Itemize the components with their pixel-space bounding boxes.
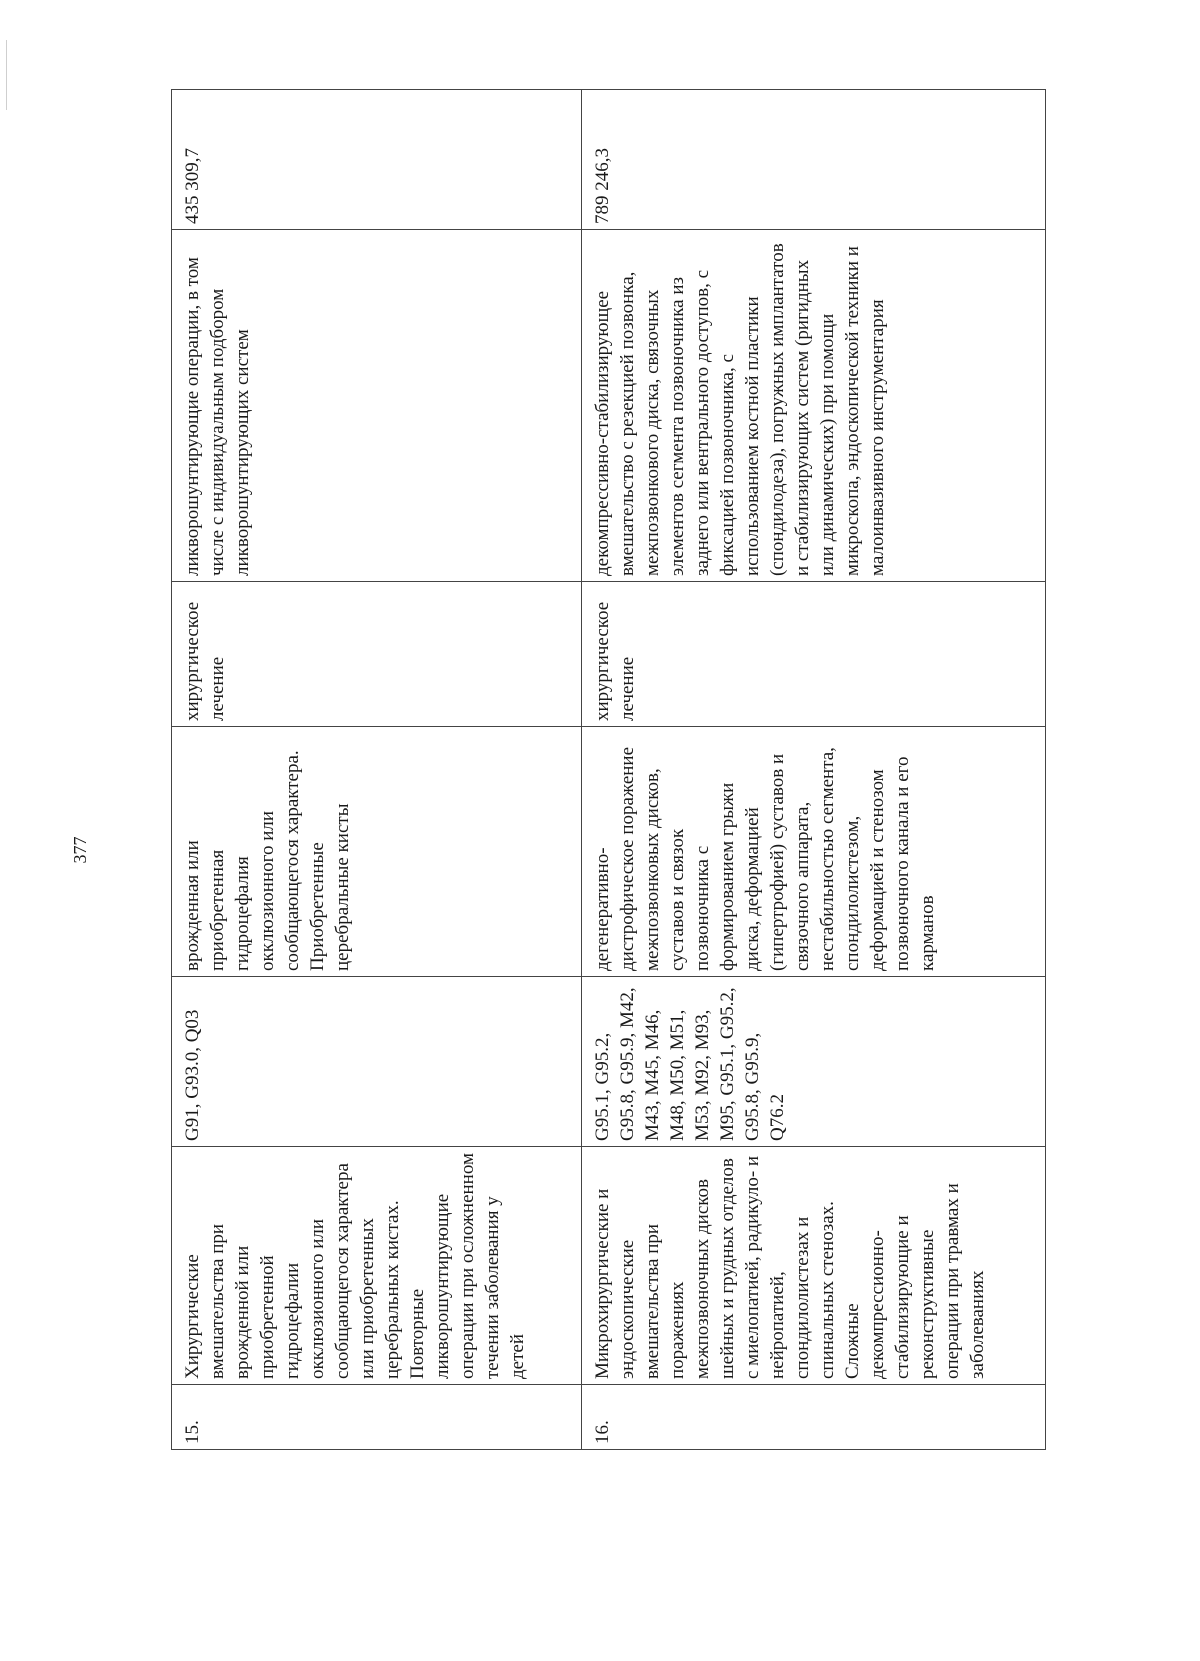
- diagnosis-codes: G95.1, G95.2, G95.8, G95.9, M42, M43, M45, M46, M48, M50, M51, M53, M92, M93, M95, G95.1, G95.2, G95.8, G95.9, Q76.2: [582, 977, 1046, 1147]
- intervention-name: Микрохирургические и эндоскопические вмешательства при поражениях межпозвоночных дисков шейных и грудных отделов с миелопатией, радикуло- и нейропатией, спондилолистезах и спинальных стенозах. Сложные декомпрессионно-стабилизирующие и реконструктивные операции при травмах и заболеваниях: [582, 1147, 1046, 1385]
- row-number: 16.: [582, 1385, 1046, 1450]
- treatment-method: ликворошунтирующие операции, в том числе с индивидуальным подбором ликворошунтирующих систем: [172, 230, 582, 582]
- rotated-table-container: [171, 90, 1045, 1450]
- procedures-table: [171, 89, 1046, 1450]
- treatment-method: декомпрессивно-стабилизирующее вмешательство с резекцией позвонка, межпозвонкового диска, связочных элементов сегмента позвоночника из заднего или вентрального доступов, с фиксацией позвоночника, с использованием костной пластики (спондилодеза), погружных имплантатов и стабилизирующих систем (ригидных или динамических) при помощи микроскопа, эндоскопической техники и малоинвазивного инструментария: [582, 230, 1046, 582]
- diagnosis-codes: G91, G93.0, Q03: [172, 977, 582, 1147]
- table-row: [582, 90, 1046, 1450]
- patient-model: врожденная или приобретенная гидроцефалия окклюзионного или сообщающегося характера. Приобретенные церебральные кисты: [172, 727, 582, 977]
- row-number: 15.: [172, 1385, 582, 1450]
- treatment-type: хирургическое лечение: [172, 582, 582, 727]
- treatment-type: хирургическое лечение: [582, 582, 1046, 727]
- cost-value: 789 246,3: [582, 90, 1046, 230]
- cost-value: 435 309,7: [172, 90, 582, 230]
- page-number: 377: [70, 836, 90, 864]
- scan-edge-mark: [0, 40, 7, 110]
- table-row: [172, 90, 582, 1450]
- intervention-name: Хирургические вмешательства при врожденной или приобретенной гидроцефалии окклюзионного или сообщающегося характера или приобретенных церебральных кистах. Повторные ликворошунтирующие операции при осложненном течении заболевания у детей: [172, 1147, 582, 1385]
- patient-model: дегенеративно-дистрофическое поражение межпозвонковых дисков, суставов и связок позвоночника с формированием грыжи диска, деформацией (гипертрофией) суставов и связочного аппарата, нестабильностью сегмента, спондилолистезом, деформацией и стенозом позвоночного канала и его карманов: [582, 727, 1046, 977]
